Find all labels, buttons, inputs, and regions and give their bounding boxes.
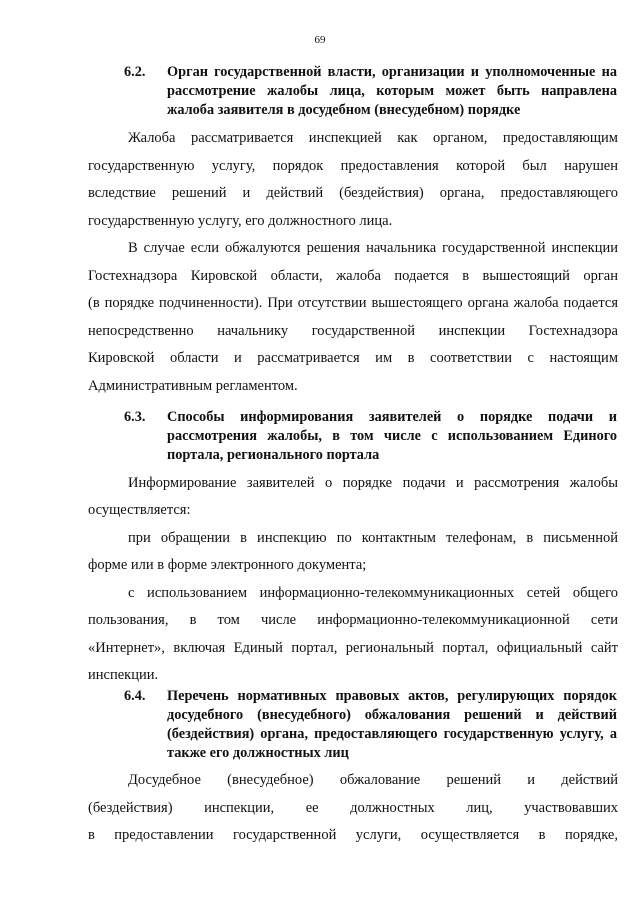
paragraph-line: (в порядке подчиненности). При отсутствии вышестоящего органа жалоба подается [88,295,618,311]
section-title: Перечень нормативных правовых актов, регулирующих порядок досудебного (внесудебного) обжалования решений и действий (бездействия) органа, предоставляющего государственную услугу, а также его должностных лиц [167,688,617,761]
paragraph-line: вследствие решений и действий (бездействия) органа, предоставляющего [88,185,618,201]
paragraph-line: с использованием информационно-телекоммуникационных сетей общего [128,585,618,601]
paragraph-line: в предоставлении государственной услуги, осуществляется в порядке, [88,827,618,843]
paragraph-line: Досудебное (внесудебное) обжалование решений и действий [128,772,618,788]
paragraph-line: Административным регламентом. [88,378,298,394]
paragraph-line: Жалоба рассматривается инспекцией как органом, предоставляющим [128,130,618,146]
paragraph-line: Информирование заявителей о порядке подачи и рассмотрения жалобы [128,475,618,491]
section-number: 6.4. [124,688,146,704]
paragraph-line: В случае если обжалуются решения начальника государственной инспекции [128,240,618,256]
section-heading-6-4 [124,687,617,763]
paragraph-line: (бездействия) инспекции, ее должностных лиц, участвовавших [88,800,618,816]
paragraph-line: инспекции. [88,667,159,683]
paragraph-line: непосредственно начальнику государственной инспекции Гостехнадзора [88,323,618,339]
paragraph-line: форме или в форме электронного документа; [88,557,367,573]
paragraph-line: пользования, в том числе информационно-телекоммуникационной сети [88,612,618,628]
paragraph-line: при обращении в инспекцию по контактным телефонам, в письменной [128,530,618,546]
paragraph-line: Гостехнадзора Кировской области, жалоба подается в вышестоящий орган [88,268,618,284]
section-number: 6.3. [124,409,146,425]
paragraph-line: государственную услугу, порядок предоставления которой был нарушен [88,158,618,174]
page-number: 69 [314,34,326,46]
section-heading-6-2 [124,63,617,120]
section-title: Способы информирования заявителей о порядке подачи и рассмотрения жалобы, в том числе с использованием Единого портала, регионального портала [167,409,617,463]
paragraph-line: государственную услугу, его должностного лица. [88,213,393,229]
paragraph-line: Кировской области и рассматривается им в соответствии с настоящим [88,350,618,366]
section-heading-6-3 [124,408,617,465]
section-number: 6.2. [124,64,146,80]
paragraph-line: осуществляется: [88,502,191,518]
paragraph-line: «Интернет», включая Единый портал, региональный портал, официальный сайт [88,640,618,656]
section-title: Орган государственной власти, организации и уполномоченные на рассмотрение жалобы лица, которым может быть направлена жалоба заявителя в досудебном (внесудебном) порядке [167,64,617,118]
